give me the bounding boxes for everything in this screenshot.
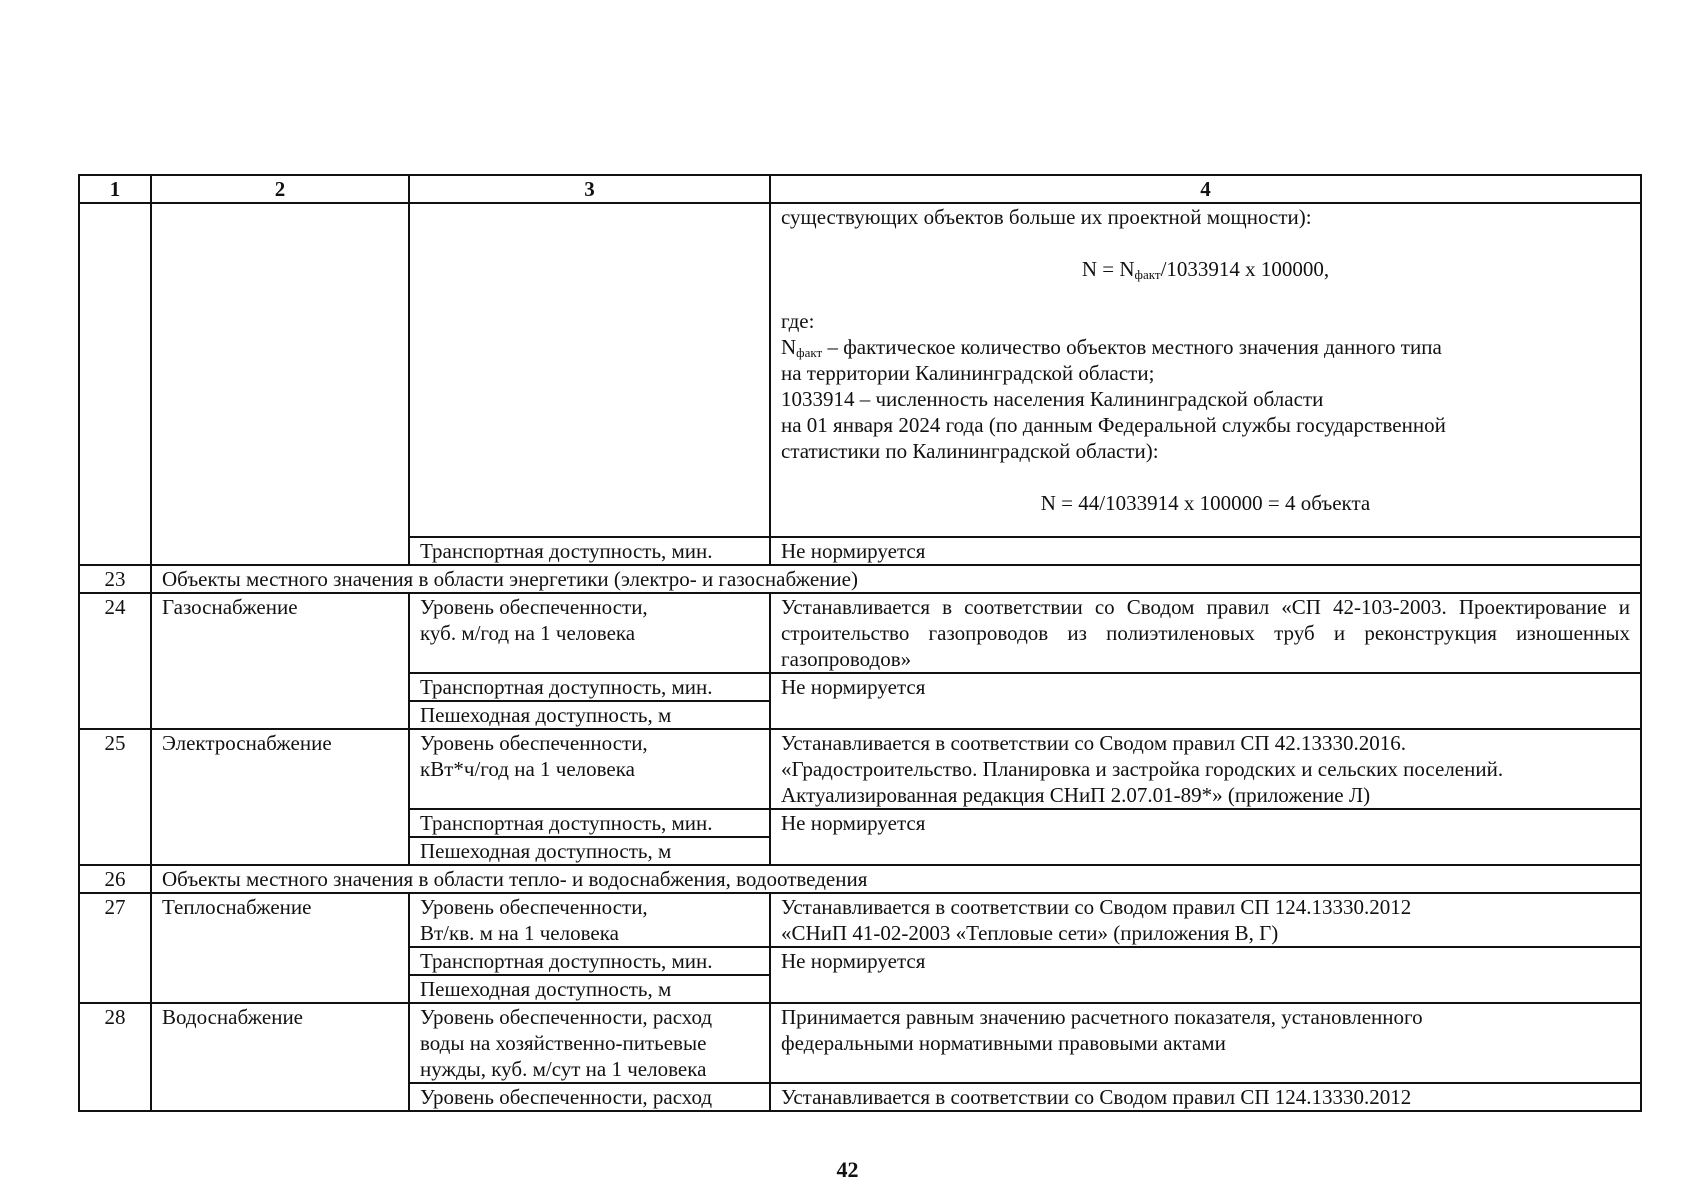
indicator-label: Пешеходная доступность, м [409, 837, 770, 865]
definition-n-fact: $N_{факт}$ – фактическое количество объектов местного значения данного типа [781, 335, 1442, 360]
cell-num-empty [79, 203, 151, 565]
definition-n-fact-line2: на территории Калининградской области; [781, 361, 1155, 385]
definition-population: 1033914 – численность населения Калининградской области [781, 387, 1324, 411]
indicator-value: Устанавливается в соответствии со Сводом правил СП 124.13330.2012 [770, 1083, 1641, 1111]
indicator-label: Транспортная доступность, мин. [409, 809, 770, 837]
indicator-value: Не нормируется [770, 537, 1641, 565]
indicator-value: Устанавливается в соответствии со Сводом правил «СП 42-103-2003. Проектирование и строительство газопроводов из полиэтиленовых труб и реконструкция изношенных газопроводов» [770, 593, 1641, 673]
indicator-value: Не нормируется [770, 947, 1641, 1003]
indicator-value: Устанавливается в соответствии со Сводом правил СП 42.13330.2016. «Градостроительство. Планировка и застройка городских и сельских поселений. Актуализированная редакция СНиП 2.07.01-89*» (приложение Л) [770, 729, 1641, 809]
table-row [79, 203, 1641, 537]
row-number: 25 [79, 729, 151, 865]
indicator-label: Уровень обеспеченности, Вт/кв. м на 1 человека [409, 893, 770, 947]
object-name: Водоснабжение [151, 1003, 409, 1111]
where-label: где: [781, 309, 815, 333]
section-title: Объекты местного значения в области энергетики (электро- и газоснабжение) [151, 565, 1641, 593]
indicator-label: Транспортная доступность, мин. [409, 673, 770, 701]
section-row [79, 565, 1641, 593]
indicator-label: Транспортная доступность, мин. [409, 537, 770, 565]
indicator-label: Уровень обеспеченности, расход воды на хозяйственно-питьевые нужды, куб. м/сут на 1 человека [409, 1003, 770, 1083]
row-number: 24 [79, 593, 151, 729]
section-row [79, 865, 1641, 893]
section-title: Объекты местного значения в области тепло- и водоснабжения, водоотведения [151, 865, 1641, 893]
indicator-value: Устанавливается в соответствии со Сводом правил СП 124.13330.2012 «СНиП 41-02-2003 «Тепловые сети» (приложения В, Г) [770, 893, 1641, 947]
formula: $N = N_{факт}/1033914$ x 100000, [1081, 257, 1330, 282]
table-row [79, 893, 1641, 947]
header-col-2: 2 [151, 175, 409, 203]
object-name: Газоснабжение [151, 593, 409, 729]
indicator-label: Уровень обеспеченности, расход [409, 1083, 770, 1111]
table-row [79, 1003, 1641, 1083]
row-number: 27 [79, 893, 151, 1003]
formula-result: N = 44/1033914 x 100000 = 4 объекта [1040, 491, 1371, 515]
header-col-3: 3 [409, 175, 770, 203]
definition-population-line3: статистики по Калининградской области): [781, 439, 1159, 463]
standards-table [78, 174, 1642, 1112]
cell-name-empty [151, 203, 409, 565]
object-name: Теплоснабжение [151, 893, 409, 1003]
page-number: 42 [836, 1157, 859, 1182]
indicator-label: Транспортная доступность, мин. [409, 947, 770, 975]
indicator-label: Уровень обеспеченности, куб. м/год на 1 человека [409, 593, 770, 673]
row-number: 26 [79, 865, 151, 893]
table-row [79, 593, 1641, 673]
header-col-1: 1 [79, 175, 151, 203]
row-number: 23 [79, 565, 151, 593]
indicator-label: Пешеходная доступность, м [409, 701, 770, 729]
header-col-4: 4 [770, 175, 1641, 203]
cell-indicator-empty [409, 203, 770, 537]
continuation-text: существующих объектов больше их проектной мощности): [781, 205, 1312, 229]
indicator-value: Не нормируется [770, 673, 1641, 729]
indicator-value: Принимается равным значению расчетного показателя, установленного федеральными нормативными правовыми актами [770, 1003, 1641, 1083]
table-row [79, 729, 1641, 809]
row-number: 28 [79, 1003, 151, 1111]
indicator-value: Не нормируется [770, 809, 1641, 865]
object-name: Электроснабжение [151, 729, 409, 865]
definition-population-line2: на 01 января 2024 года (по данным Федеральной службы государственной [781, 413, 1446, 437]
formula-cell [770, 203, 1641, 537]
indicator-label: Уровень обеспеченности, кВт*ч/год на 1 человека [409, 729, 770, 809]
indicator-label: Пешеходная доступность, м [409, 975, 770, 1003]
table-header-row [79, 175, 1641, 203]
